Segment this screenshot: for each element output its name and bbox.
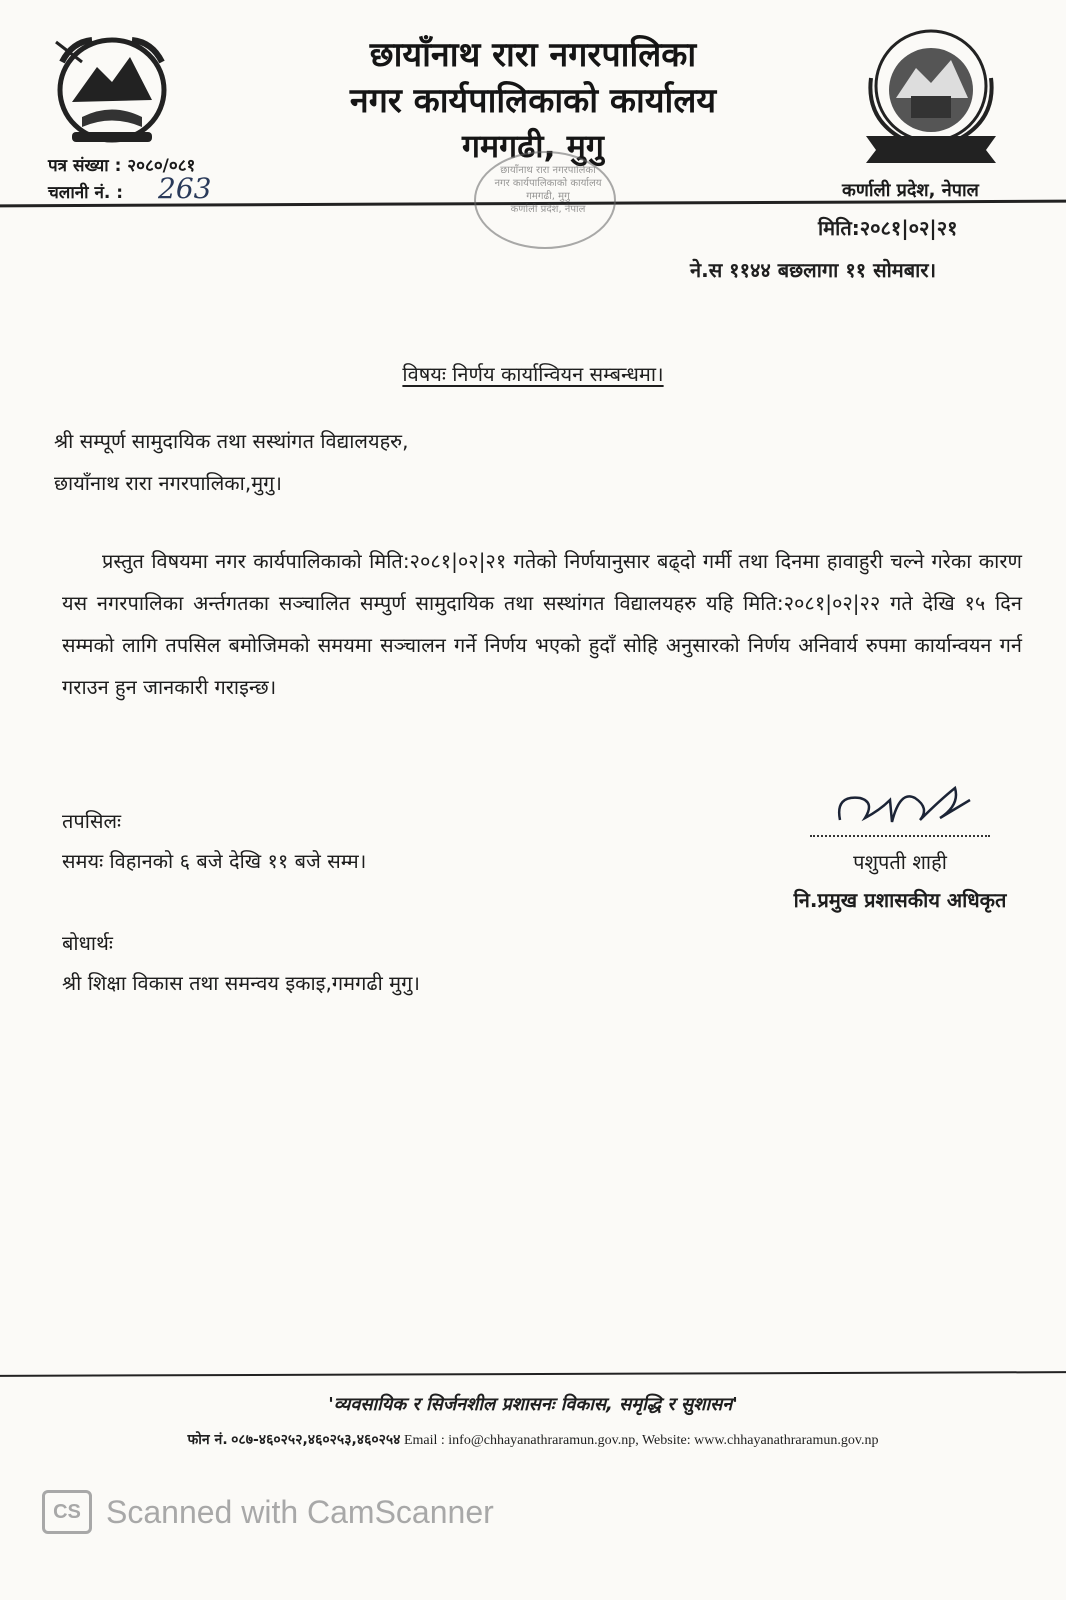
date-nepal-sambat: ने.स ११४४ बछलागा ११ सोमबार। (690, 258, 937, 282)
date-miti: मिति:२०८१|०२|२१ (818, 216, 958, 240)
signature-block (780, 780, 1020, 921)
body-paragraph: प्रस्तुत विषयमा नगर कार्यपालिकाको मिति:२०८१|०२|२१ गतेको निर्णयानुसार बढ्दो गर्मी तथा दिनमा हावाहुरी चल्ने गरेका कारण यस नगरपालिका अर्न्तगतका सञ्चालित सम्पुर्ण सामुदायिक तथा सस्थांगत विद्यालयहरु यहि मिति:२०८१|०२|२२ गते देखि १५ दिन सम्मको लागि तपसिल बमोजिमको समयमा सञ्चालन गर्ने निर्णय भएको हुदाँ सोहि अनुसारको निर्णय अनिवार्य रुपमा कार्यान्वयन गर्न गराउन हुन जानकारी गराइन्छ। (62, 549, 1022, 699)
signature-mark (820, 780, 980, 835)
bodharth-line: श्री शिक्षा विकास तथा समन्वय इकाइ,गमगढी मुगु। (62, 971, 420, 995)
footer-divider (0, 1371, 1066, 1377)
signatory-name: पशुपती शाही (853, 850, 947, 874)
signature-dotted-line (810, 835, 990, 837)
footer-slogan: 'व्यवसायिक र सिर्जनशील प्रशासनः विकास, समृद्धि र सुशासन' (328, 1394, 738, 1415)
bodharth-label: बोधार्थः (62, 931, 113, 955)
subject-text: विषयः निर्णय कार्यान्वियन सम्बन्धमा। (402, 362, 664, 386)
email-link[interactable]: Email : info@chhayanathraramun.gov.np, (403, 1433, 639, 1448)
office-stamp (470, 150, 620, 260)
office-location: गमगढी, मुगु (462, 127, 604, 165)
recipient-line-2: छायाँनाथ रारा नगरपालिका,मुगु। (54, 471, 282, 495)
camscanner-icon: CS (42, 1490, 92, 1534)
chalani-label: चलानी नं. : (48, 183, 124, 203)
stamp-line-1: छायाँनाथ रारा नगरपालिका (500, 165, 596, 176)
stamp-line-3: गमगढी, मुगु (526, 191, 570, 202)
tapsil-time: समयः विहानको ६ बजे देखि ११ बजे सम्म। (62, 849, 367, 873)
camscanner-text: Scanned with CamScanner (106, 1493, 494, 1530)
office-name: नगर कार्यपालिकाको कार्यालय (349, 81, 717, 121)
stamp-line-4: कर्णाली प्रदेश, नेपाल (510, 204, 586, 215)
municipality-name: छायाँनाथ रारा नगरपालिका (369, 35, 697, 75)
subject-line (0, 360, 1066, 387)
phone-label: फोन नं. (187, 1432, 228, 1448)
patra-sankhya: पत्र संख्या : २०८०/०८१ (48, 156, 196, 176)
camscanner-watermark (42, 1490, 494, 1534)
province-label: कर्णाली प्रदेश, नेपाल (842, 180, 979, 201)
website-link[interactable]: Website: www.chhayanathraramun.gov.np (641, 1433, 879, 1448)
phone-numbers: ०८७-४६०२५२,४६०२५३,४६०२५४ (231, 1432, 401, 1448)
signatory-title: नि.प्रमुख प्रशासकीय अधिकृत (793, 888, 1007, 912)
footer-contact (0, 1430, 1066, 1449)
chalani-number: 263 (158, 172, 212, 205)
tapsil-label: तपसिलः (62, 809, 122, 833)
stamp-line-2: नगर कार्यपालिकाको कार्यालय (494, 178, 602, 189)
recipient-line-1: श्री सम्पूर्ण सामुदायिक तथा सस्थांगत विद्यालयहरु, (54, 429, 409, 453)
